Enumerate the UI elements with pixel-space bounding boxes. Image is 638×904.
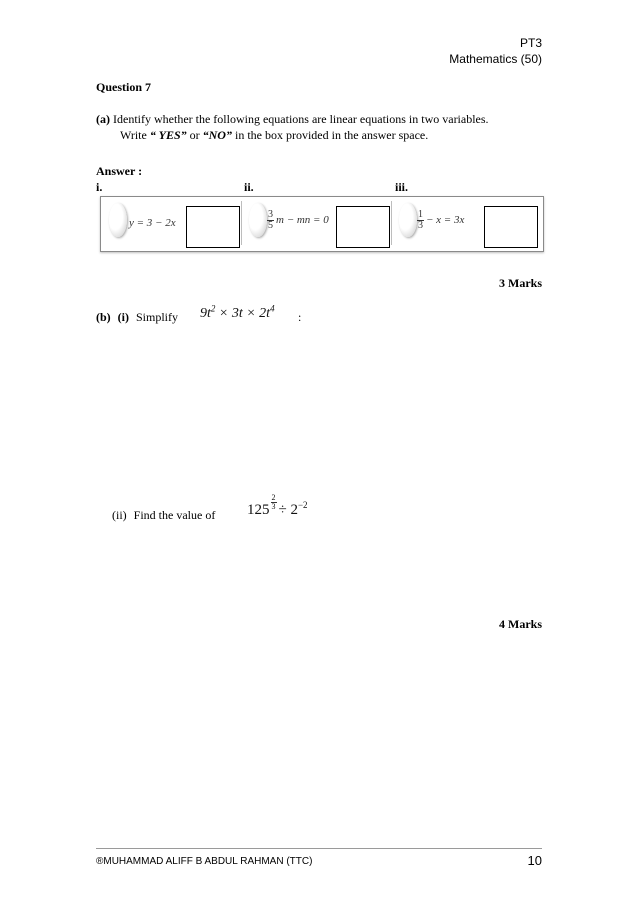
yes-word: “ YES”	[149, 128, 187, 142]
item-i-label: i.	[96, 180, 103, 194]
expr-term-1: 9t	[200, 306, 211, 321]
part-b-ii-line	[112, 508, 215, 523]
equation-3-denominator: 3	[418, 220, 423, 231]
equation-3-numerator: 1	[418, 209, 423, 220]
answer-box-ii[interactable]	[336, 206, 390, 248]
equation-2	[267, 210, 329, 231]
part-b-i-text: Simplify	[136, 310, 179, 324]
equation-2-marker	[249, 203, 267, 237]
table-divider-2	[391, 201, 392, 245]
equation-2-denominator: 5	[268, 220, 273, 231]
page-number: 10	[527, 853, 542, 868]
marks-part-a: 3 Marks	[499, 276, 542, 290]
equation-1-marker	[109, 203, 127, 237]
simplify-colon: :	[298, 310, 302, 324]
value-divisor: ÷ 2	[278, 502, 298, 518]
or-word: or	[186, 128, 203, 142]
equation-3	[417, 210, 464, 231]
equation-3-fraction	[417, 210, 424, 231]
question-title: Question 7	[96, 80, 152, 94]
equation-2-rest: m − mn = 0	[276, 214, 329, 227]
value-exp-denominator: 3	[271, 502, 276, 511]
part-a-instruction: Identify whether the following equations are linear equations in two variables.	[113, 112, 489, 126]
expr-exp-2: 4	[270, 303, 275, 314]
paper-title: Mathematics (50)	[449, 52, 542, 66]
value-base: 125	[247, 502, 270, 518]
table-divider-1	[241, 201, 242, 245]
equation-1: y = 3 − 2x	[129, 217, 176, 229]
simplify-expression	[200, 303, 275, 322]
part-a-line1	[96, 112, 489, 127]
item-ii-label: ii.	[244, 180, 254, 194]
part-b-ii-label: (ii)	[112, 508, 127, 522]
part-a-label: (a)	[96, 112, 110, 126]
part-b-ii-text: Find the value of	[133, 508, 216, 522]
expr-exp-1: 2	[210, 303, 216, 314]
equation-2-numerator: 3	[268, 209, 273, 220]
part-b-i-label: (i)	[117, 310, 129, 324]
answer-box-i[interactable]	[186, 206, 240, 248]
answer-label: Answer :	[96, 164, 143, 178]
footer-divider	[96, 848, 542, 849]
value-fraction-exponent	[271, 494, 277, 511]
answer-box-iii[interactable]	[484, 206, 538, 248]
item-iii-label: iii.	[395, 180, 409, 194]
subject-code: PT3	[519, 36, 542, 50]
line2-prefix: Write	[120, 128, 150, 142]
equation-3-marker	[399, 203, 417, 237]
value-divisor-exponent: −2	[297, 500, 308, 510]
part-b-i-line	[96, 310, 178, 325]
value-expression	[247, 494, 308, 519]
no-word: “NO”	[202, 128, 232, 142]
answer-table	[100, 196, 544, 252]
part-a-line2	[120, 128, 428, 143]
value-exp-numerator: 2	[271, 493, 276, 502]
line2-suffix: in the box provided in the answer space.	[231, 128, 429, 142]
equation-3-rest: − x = 3x	[426, 214, 465, 227]
marks-part-b: 4 Marks	[499, 617, 542, 631]
part-b-label: (b)	[96, 310, 111, 324]
equation-2-fraction	[267, 210, 274, 231]
footer-author: ®MUHAMMAD ALIFF B ABDUL RAHMAN (TTC)	[96, 856, 313, 867]
expr-terms-2-3: × 3t × 2t	[215, 306, 271, 321]
